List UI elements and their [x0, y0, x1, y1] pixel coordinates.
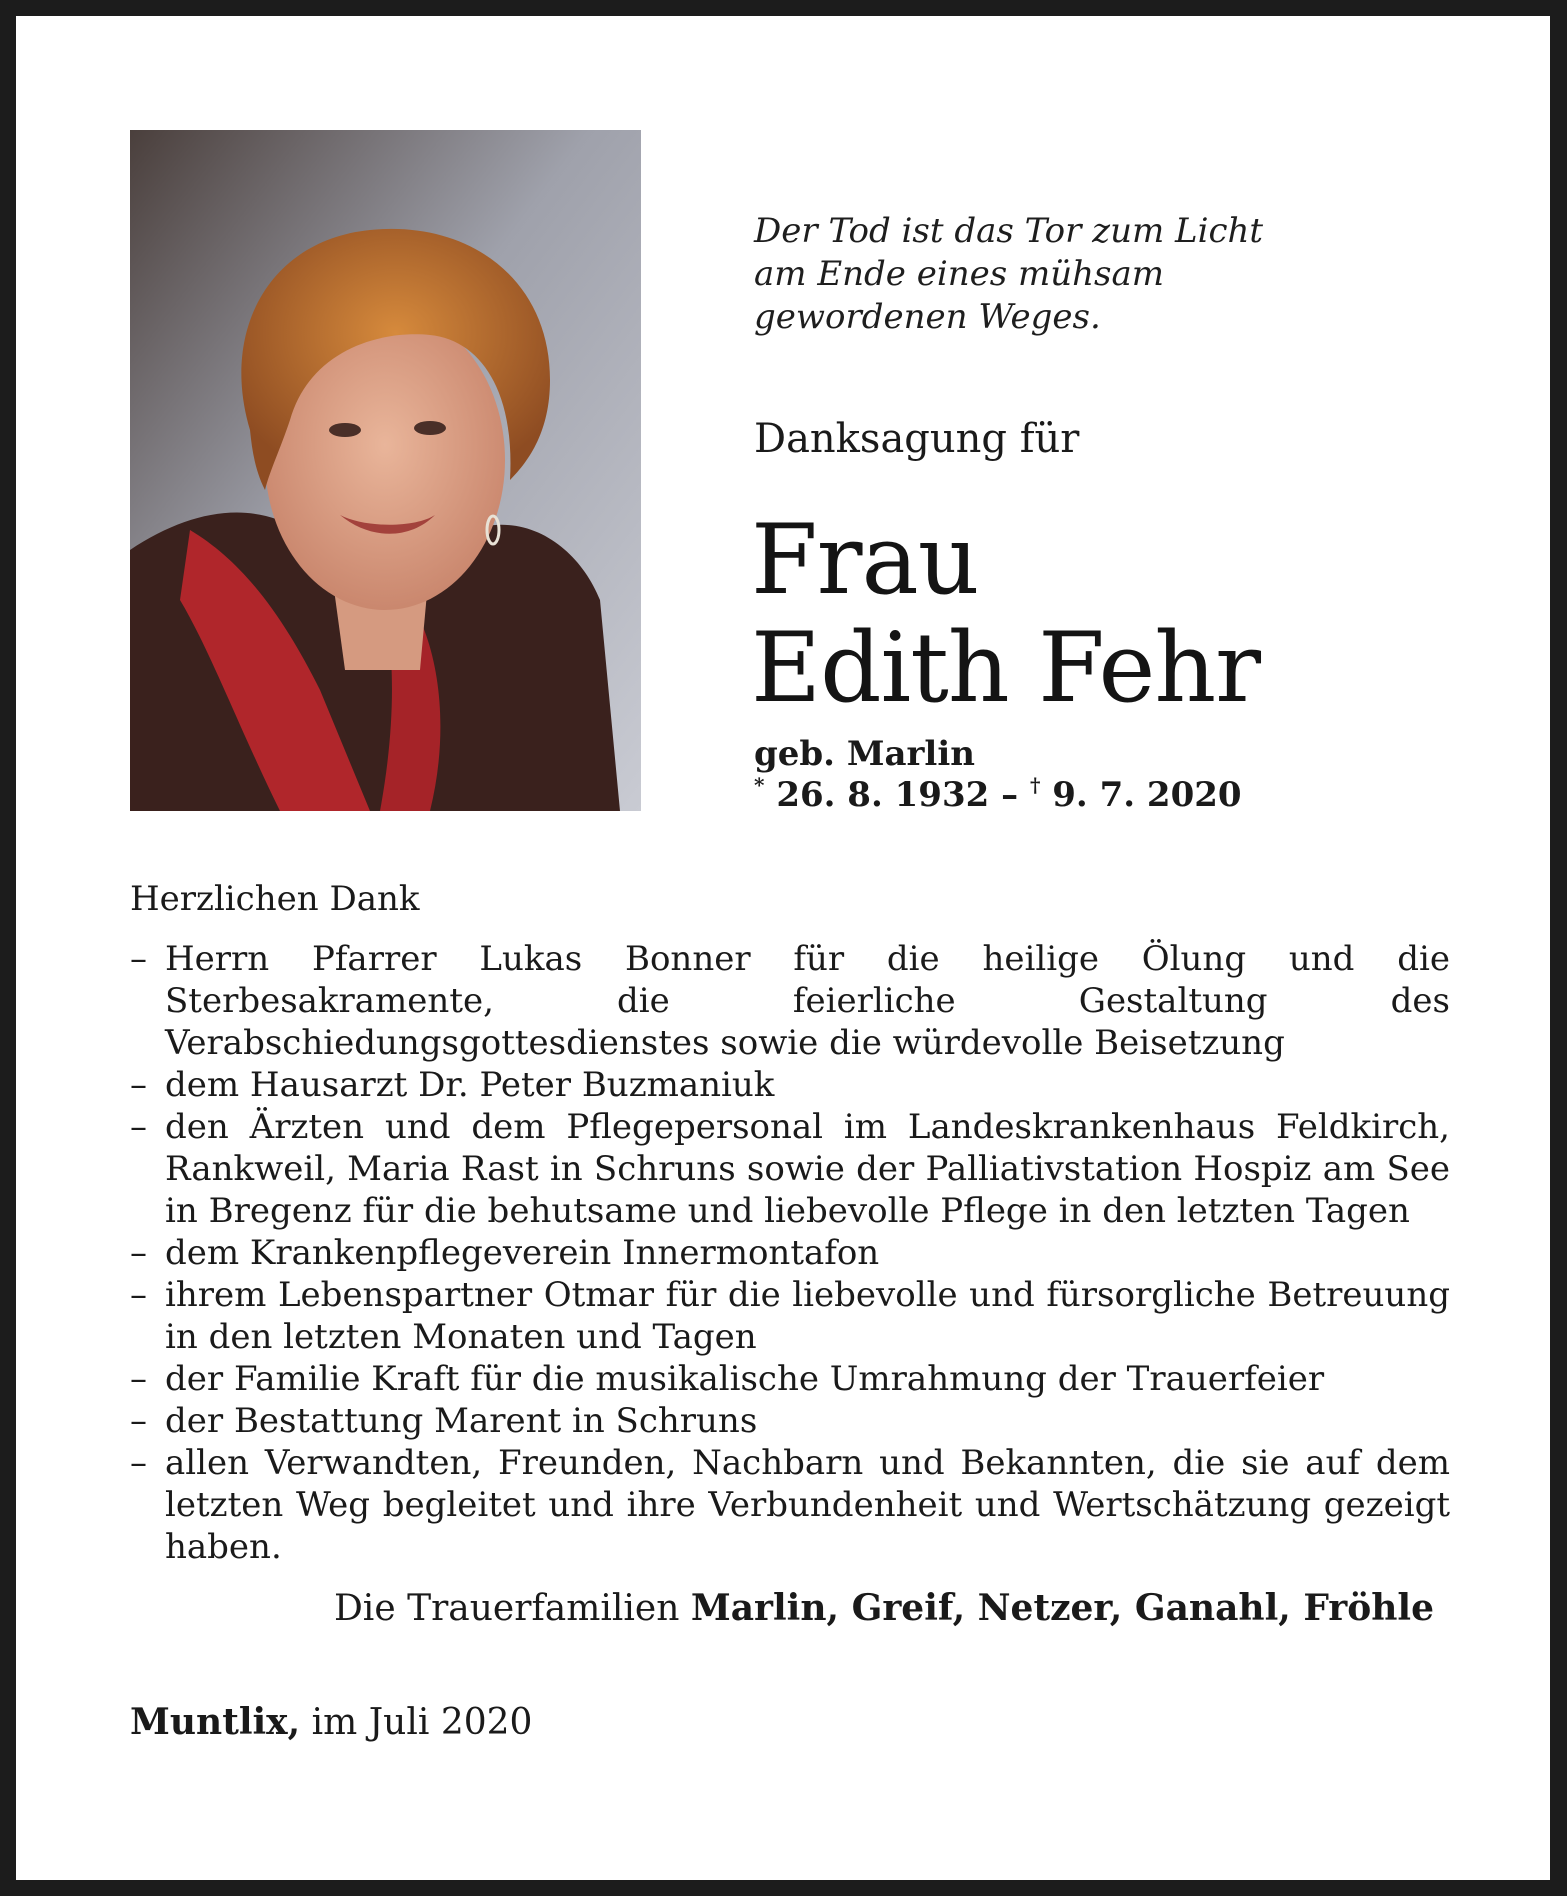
families-names: Marlin, Greif, Netzer, Ganahl, Fröhle	[690, 1587, 1434, 1629]
quote-line: Der Tod ist das Tor zum Licht	[754, 211, 1264, 251]
obituary-page	[16, 16, 1550, 1880]
list-item-text: dem Krankenpflegeverein Innermontafon	[165, 1233, 880, 1273]
mourning-families	[334, 1586, 1434, 1631]
dash-marker: –	[130, 1065, 147, 1105]
list-item-text: ihrem Lebenspartner Otmar für die liebevolle und fürsorgliche Betreuung in den letzten Monaten und Tagen	[165, 1275, 1450, 1357]
dash-marker: –	[130, 1107, 147, 1147]
list-item-text: Herrn Pfarrer Lukas Bonner für die heilige Ölung und die Sterbesakramente, die feierliche Gestaltung des Verabschiedungsgottesdienstes sowie die würdevolle Beisetzung	[165, 939, 1450, 1063]
name-line-full: Edith Fehr	[751, 612, 1261, 724]
list-item-text: der Bestattung Marent in Schruns	[165, 1401, 758, 1441]
dash-marker: –	[130, 1275, 147, 1315]
deceased-name	[751, 506, 1260, 722]
quote	[754, 210, 1514, 339]
list-item-text: dem Hausarzt Dr. Peter Buzmaniuk	[165, 1065, 775, 1105]
maiden-name: geb. Marlin	[754, 734, 975, 774]
name-line-title: Frau	[751, 504, 979, 616]
portrait-illustration	[130, 130, 641, 811]
list-item	[130, 1106, 1450, 1232]
portrait-photo	[130, 130, 641, 811]
dash-marker: –	[130, 1401, 147, 1441]
dash-marker: –	[130, 939, 147, 979]
birth-symbol: *	[754, 773, 765, 797]
list-item	[130, 1442, 1450, 1568]
list-item	[130, 1232, 1450, 1274]
list-item	[130, 1400, 1450, 1442]
list-item	[130, 1064, 1450, 1106]
list-item-text: allen Verwandten, Freunden, Nachbarn und Bekannten, die sie auf dem letzten Weg begleitet und ihre Verbundenheit und Wertschätzung gezeigt haben.	[165, 1443, 1450, 1567]
thanks-intro: Herzlichen Dank	[130, 879, 420, 919]
quote-line: am Ende eines mühsam	[754, 254, 1164, 294]
place: Muntlix,	[130, 1701, 301, 1743]
thanks-heading: Danksagung für	[754, 416, 1080, 462]
quote-line: gewordenen Weges.	[754, 297, 1101, 337]
list-item-text: den Ärzten und dem Pflegepersonal im Landeskrankenhaus Feldkirch, Rankweil, Maria Rast in Schruns sowie der Palliativstation Hospiz am See in Bregenz für die behutsame und liebevolle Pflege in den letzten Tagen	[165, 1107, 1450, 1231]
date: im Juli 2020	[311, 1702, 533, 1743]
death-date: 9. 7. 2020	[1052, 775, 1242, 815]
death-symbol: †	[1029, 773, 1041, 797]
birth-date: 26. 8. 1932 –	[776, 775, 1019, 815]
life-dates	[754, 774, 1242, 816]
dash-marker: –	[130, 1443, 147, 1483]
dash-marker: –	[130, 1233, 147, 1273]
place-and-date	[130, 1700, 532, 1745]
dash-marker: –	[130, 1359, 147, 1399]
families-prefix: Die Trauerfamilien	[333, 1588, 680, 1629]
list-item	[130, 938, 1450, 1064]
list-item	[130, 1274, 1450, 1358]
list-item	[130, 1358, 1450, 1400]
thanks-list	[130, 938, 1450, 1568]
list-item-text: der Familie Kraft für die musikalische Umrahmung der Trauerfeier	[165, 1359, 1325, 1399]
